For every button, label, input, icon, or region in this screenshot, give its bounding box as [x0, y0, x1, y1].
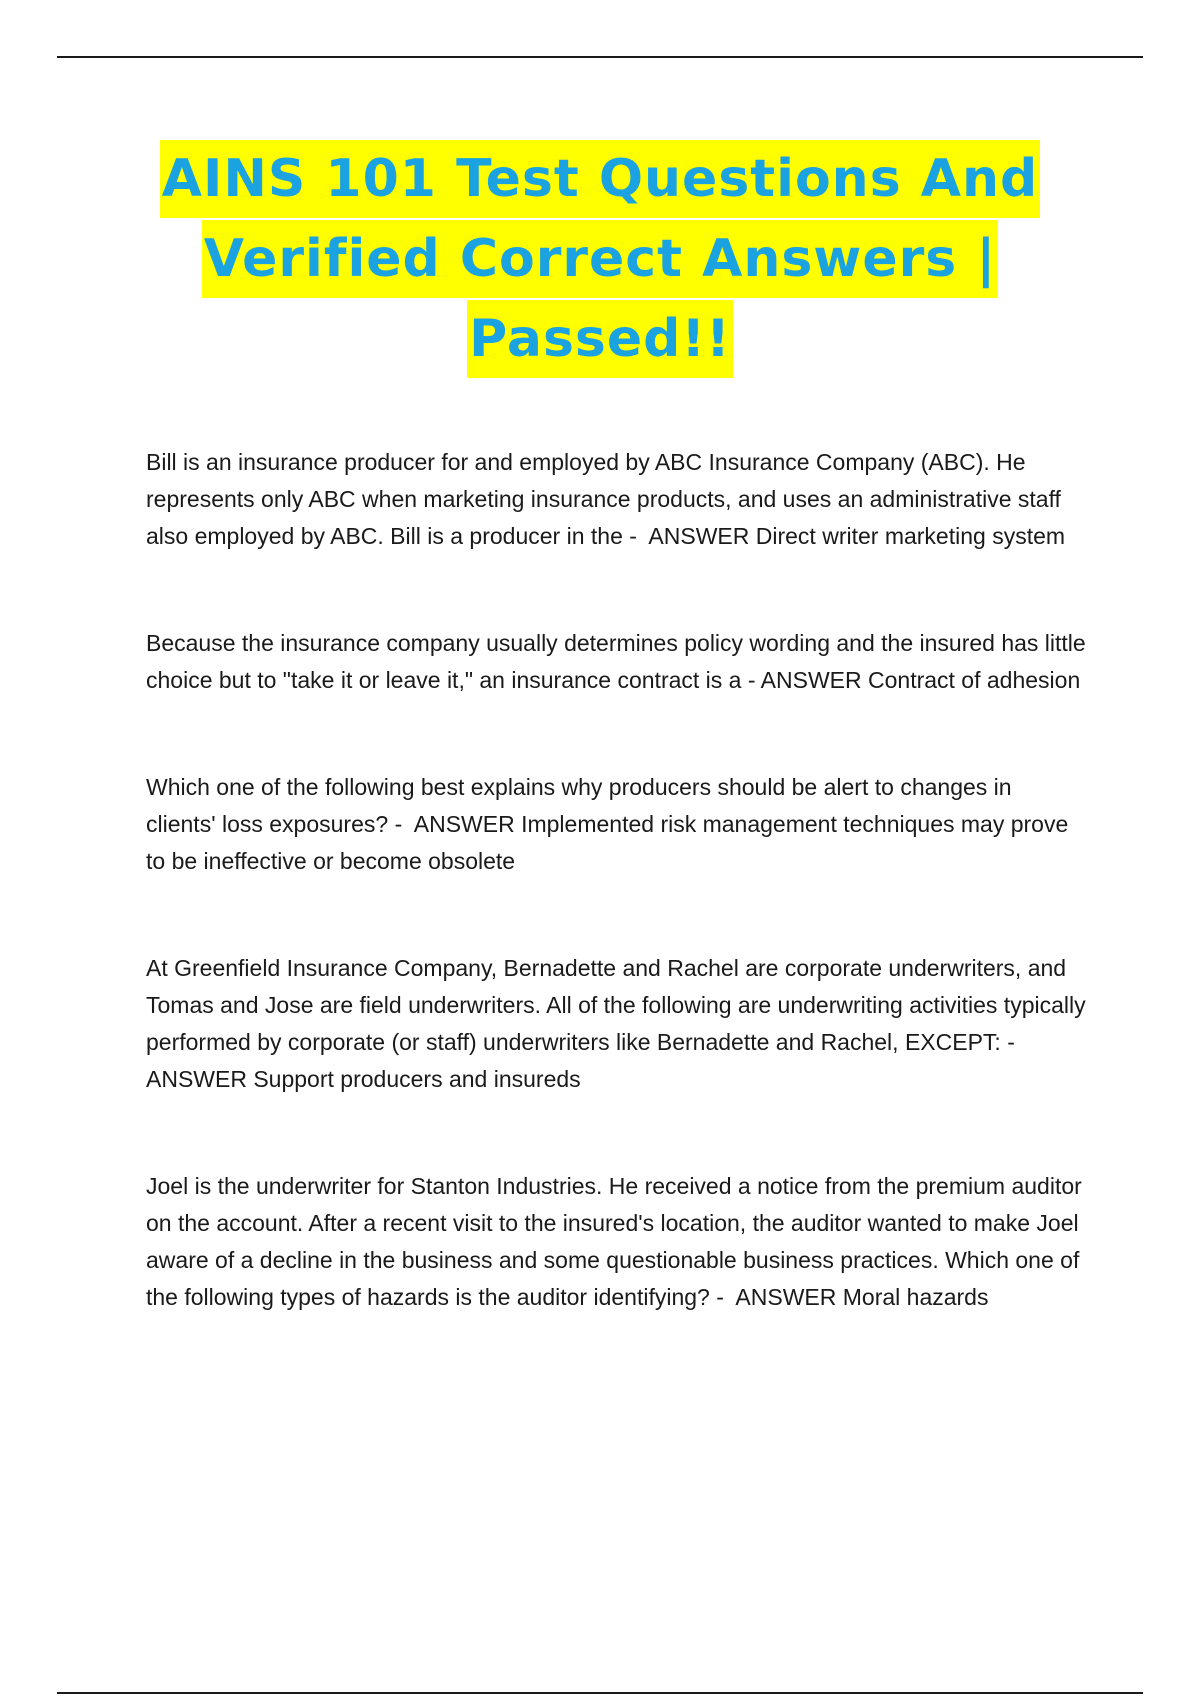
qa-item: [146, 444, 1086, 555]
question-text: Which one of the following best explains why producers should be alert to changes in clients' loss exposures? -: [146, 774, 1012, 837]
question-text: Bill is an insurance producer for and employed by ABC Insurance Company (ABC). He represents only ABC when marketing insurance products, and uses an administrative staff also employed by ABC. Bill is a producer in the -: [146, 449, 1061, 549]
title-text-2: Verified Correct Answers |: [202, 220, 999, 298]
top-rule: [57, 56, 1143, 58]
question-answer-list: [146, 444, 1086, 1316]
title-line-1: [0, 140, 1200, 220]
qa-item: [146, 625, 1086, 699]
title-line-2: [0, 220, 1200, 300]
qa-item: [146, 769, 1086, 880]
question-text: At Greenfield Insurance Company, Bernadette and Rachel are corporate underwriters, and Tomas and Jose are field underwriters. All of the following are underwriting activities typically performed by corporate (or staff) underwriters like Bernadette and Rachel, EXCEPT: -: [146, 955, 1086, 1055]
qa-item: [146, 1168, 1086, 1316]
title-line-3: [0, 300, 1200, 380]
answer-text: ANSWER Moral hazards: [735, 1284, 989, 1310]
document-title: [0, 140, 1200, 380]
title-text-3: Passed!!: [467, 300, 733, 378]
qa-item: [146, 950, 1086, 1098]
answer-text: ANSWER Support producers and insureds: [146, 1066, 581, 1092]
question-text: Joel is the underwriter for Stanton Industries. He received a notice from the premium auditor on the account. After a recent visit to the insured's location, the auditor wanted to make Joel aware of a decline in the business and some questionable business practices. Which one of the following types of hazards is the auditor identifying? -: [146, 1173, 1082, 1310]
answer-text: ANSWER Contract of adhesion: [760, 667, 1081, 693]
question-text: Because the insurance company usually determines policy wording and the insured has little choice but to "take it or leave it," an insurance contract is a -: [146, 630, 1086, 693]
bottom-rule: [57, 1692, 1143, 1694]
answer-text: ANSWER Direct writer marketing system: [648, 523, 1066, 549]
title-text-1: AINS 101 Test Questions And: [160, 140, 1040, 218]
answer-text: ANSWER Implemented risk management techniques may prove to be ineffective or become obsolete: [146, 811, 1069, 874]
